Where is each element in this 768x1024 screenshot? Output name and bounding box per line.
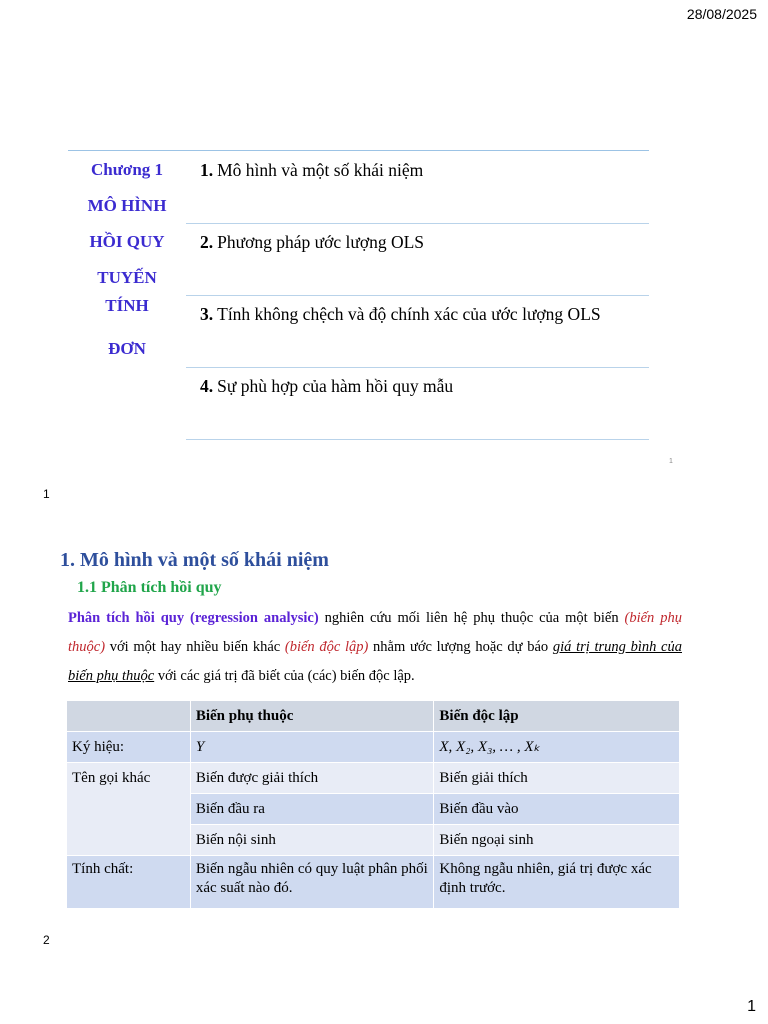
table-cell: Biến giải thích [434, 763, 680, 794]
chapter-label: Chương 1 [90, 160, 164, 179]
topic-item [186, 223, 649, 296]
page-number: 1 [747, 998, 756, 1015]
chapter-title-line: TÍNH [105, 296, 149, 315]
slide-inner-number: 1 [669, 458, 673, 465]
table-header-row [67, 701, 680, 732]
dependent-symbol: Y [190, 732, 434, 763]
paragraph-text: với các giá trị đã biết của (các) biến độc lập. [154, 668, 415, 684]
mean-value-term: giá trị trung bình của biến phụ thuộc [68, 639, 682, 684]
term-highlight: Phân tích hồi quy (regression analysic) [68, 610, 319, 626]
table-row [67, 763, 680, 794]
topic-item [186, 151, 649, 224]
variables-table [66, 700, 680, 909]
dependent-variable-term: (biến phụ thuộc) [68, 610, 682, 655]
table-cell: Biến đầu vào [434, 794, 680, 825]
topic-item [186, 367, 649, 440]
chapter-title [68, 160, 186, 359]
table-row [67, 732, 680, 763]
table-header: Biến độc lập [434, 701, 680, 732]
topic-text: Sự phù hợp của hàm hồi quy mẫu [217, 376, 454, 396]
topic-item [186, 295, 649, 368]
print-date: 28/08/2025 [686, 6, 757, 22]
topic-text: Mô hình và một số khái niệm [217, 160, 424, 180]
row-label: Tính chất: [67, 856, 191, 909]
table-row [67, 856, 680, 909]
topic-number: 3. [200, 304, 214, 324]
paragraph-text: với một hay nhiều biến khác [105, 639, 285, 655]
slide-number: 2 [43, 933, 50, 947]
table-cell: Biến được giải thích [190, 763, 434, 794]
table-cell: Biến nội sinh [190, 825, 434, 856]
row-label: Ký hiệu: [67, 732, 191, 763]
chapter-title-line: ĐƠN [108, 339, 146, 358]
chapter-title-line: TUYẾN [97, 268, 157, 287]
section-heading: 1. Mô hình và một số khái niệm [60, 549, 329, 571]
topic-number: 2. [200, 232, 214, 252]
table-cell: Biến ngẫu nhiên có quy luật phân phối xác suất nào đó. [190, 856, 434, 909]
slide-number: 1 [43, 487, 50, 501]
chapter-title-line: HỒI QUY [89, 232, 165, 251]
topic-text: Tính không chệch và độ chính xác của ước lượng OLS [217, 304, 601, 324]
table-header [67, 701, 191, 732]
table-cell: Không ngẫu nhiên, giá trị được xác định trước. [434, 856, 680, 909]
paragraph-text: nhằm ước lượng hoặc dự báo [368, 639, 553, 655]
independent-variable-term: (biến độc lập) [284, 639, 369, 655]
paragraph-text: nghiên cứu mối liên hệ phụ thuộc của một biến [318, 610, 625, 626]
definition-paragraph [68, 604, 682, 691]
topic-text: Phương pháp ước lượng OLS [217, 232, 425, 252]
independent-symbols: X, X₂, X₃, … , Xₖ [434, 732, 680, 763]
topic-number: 1. [200, 160, 214, 180]
chapter-title-line: MÔ HÌNH [87, 196, 167, 215]
topic-number: 4. [200, 376, 214, 396]
table-cell: Biến đầu ra [190, 794, 434, 825]
subsection-heading: 1.1 Phân tích hồi quy [77, 579, 222, 596]
row-label: Tên gọi khác [67, 763, 191, 856]
table-header: Biến phụ thuộc [190, 701, 434, 732]
table-cell: Biến ngoại sinh [434, 825, 680, 856]
